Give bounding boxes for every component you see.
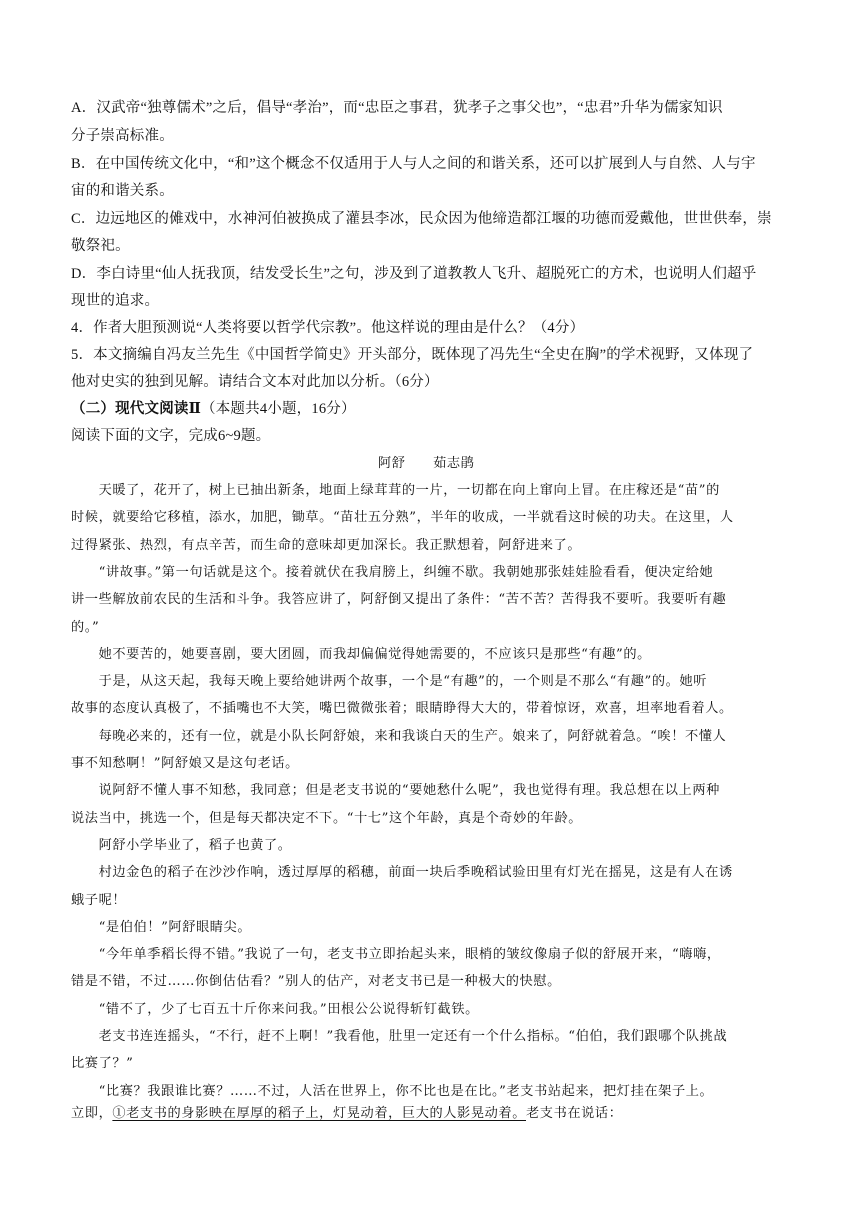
question-5-line-2: 他对史实的独到见解。请结合文本对此加以分析。（6分）: [71, 374, 439, 390]
story-line: 的。”: [71, 620, 100, 635]
story-line: 村边金色的稻子在沙沙作响，透过厚厚的稻穗，前面一块后季晚稻试验田里有灯光在摇晃，这是有人在诱: [71, 865, 733, 880]
story-line: 过得紧张、热烈，有点辛苦，而生命的意味却更加深长。我正默想着，阿舒进来了。: [71, 538, 582, 553]
story-line: 比赛了？”: [71, 1056, 134, 1071]
option-b-line-1: B．在中国传统文化中，“和”这个概念不仅适用于人与人之间的和谐关系，还可以扩展到人与自然、人与宇: [71, 156, 756, 172]
option-a-line-1: A．汉武帝“独尊儒术”之后，倡导“孝治”，而“忠臣之事君，犹孝子之事父也”，“忠君”升华为儒家知识: [71, 100, 723, 116]
question-5-line-1: 5．本文摘编自冯友兰先生《中国哲学简史》开头部分，既体现了冯先生“全史在胸”的学术视野，又体现了: [71, 347, 754, 363]
story-line: 于是，从这天起，我每天晚上要给她讲两个故事，一个是“有趣”的，一个则是不那么“有趣”的。她听: [71, 674, 708, 689]
story-line: 事不知愁啊！”阿舒娘又是这句老话。: [71, 756, 299, 771]
option-c-line-2: 敬祭祀。: [71, 238, 130, 254]
story-line: 她不要苦的，她要喜剧，要大团圆，而我却偏偏觉得她需要的，不应该只是那些“有趣”的。: [71, 647, 651, 662]
story-line: 讲一些解放前农民的生活和斗争。我答应讲了，阿舒倒又提出了条件：“苦不苦？苦得我不要听。我要听有趣: [71, 592, 727, 607]
question-4: 4．作者大胆预测说“人类将要以哲学代宗教”。他这样说的理由是什么？（4分）: [71, 320, 585, 336]
story-line: 蛾子呢！: [71, 893, 127, 908]
option-a-line-2: 分子崇高标准。: [71, 128, 174, 144]
last-line-prefix: 立即，: [71, 1106, 113, 1121]
story-line: 天暖了，花开了，树上已抽出新条，地面上绿茸茸的一片，一切都在向上窜向上冒。在庄稼还是“苗”的: [71, 483, 720, 498]
story-line: “今年单季稻长得不错。”我说了一句，老支书立即抬起头来，眼梢的皱纹像扇子似的舒展开来，“嗨嗨，: [71, 947, 721, 962]
story-line: 说阿舒不懂人事不知愁，我同意；但是老支书说的“要她愁什么呢”，我也觉得有理。我总想在以上两种: [71, 783, 720, 798]
story-title-author: 阿舒 茹志鹃: [378, 456, 475, 471]
story-line: 错是不错，不过……你倒估估看？”别人的估产，对老支书已是一种极大的快慰。: [71, 974, 561, 989]
story-line: “比赛？我跟谁比赛？……不过，人活在世界上，你不比也是在比。”老支书站起来，把灯挂在架子上。: [71, 1084, 714, 1099]
story-last-line: [71, 1102, 623, 1121]
option-d-line-1: D．李白诗里“仙人抚我顶，结发受长生”之句，涉及到了道教教人飞升、超脱死亡的方术，也说明人们超乎: [71, 266, 757, 282]
story-line: 故事的态度认真极了，不插嘴也不大笑，嘴巴微微张着；眼睛睁得大大的，带着惊讶，欢喜，坦率地看着人。: [71, 701, 733, 716]
last-line-suffix: 老支书在说话：: [526, 1106, 623, 1121]
story-line: 阿舒小学毕业了，稻子也黄了。: [71, 838, 292, 853]
section-heading: [71, 397, 356, 418]
section-title: （二）现代文阅读Ⅱ: [71, 401, 202, 417]
story-line: 时候，就要给它移植，添水，加肥，锄草。“苗壮五分熟”，半年的收成，一半就看这时候的功夫。在这里，人: [71, 510, 734, 525]
story-line: “讲故事。”第一句话就是这个。接着就伏在我肩膀上，纠缠不歇。我朝她那张娃娃脸看看，便决定给她: [71, 565, 714, 580]
reading-instruction: 阅读下面的文字，完成6~9题。: [71, 428, 271, 444]
section-note: （本题共4小题，16分）: [201, 401, 356, 417]
story-line: 每晚必来的，还有一位，就是小队长阿舒娘，来和我谈白天的生产。娘来了，阿舒就着急。“唉！不懂人: [71, 729, 727, 744]
option-d-line-2: 现世的追求。: [71, 293, 160, 309]
option-b-line-2: 宙的和谐关系。: [71, 183, 174, 199]
underlined-sentence-1: ①老支书的身影映在厚厚的稻子上，灯晃动着，巨大的人影晃动着。: [112, 1106, 526, 1121]
story-line: “错不了，少了七百五十斤你来问我。”田根公公说得斩钉截铁。: [71, 1002, 479, 1017]
option-c-line-1: C．边远地区的傩戏中，水神河伯被换成了灌县李冰，民众因为他缔造都江堰的功德而爱戴他，世世供奉，崇: [71, 211, 772, 227]
story-line: 说法当中，挑选一个，但是每天都决定不下。“十七”这个年龄，真是个奇妙的年龄。: [71, 811, 583, 826]
story-line: “是伯伯！”阿舒眼睛尖。: [71, 920, 252, 935]
story-line: 老支书连连摇头，“不行，赶不上啊！”我看他，肚里一定还有一个什么指标。“伯伯，我们跟哪个队挑战: [71, 1029, 728, 1044]
